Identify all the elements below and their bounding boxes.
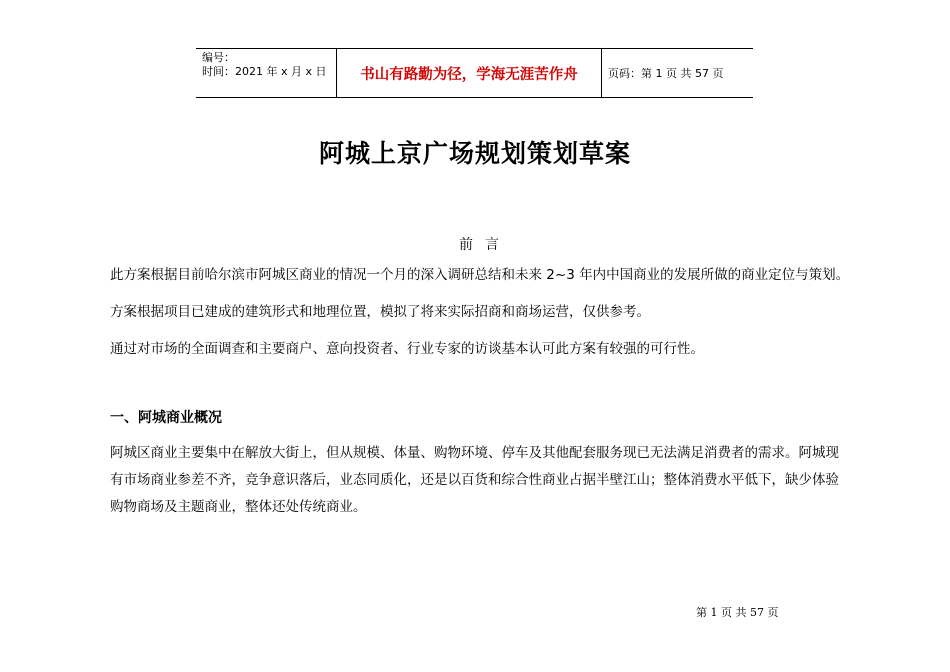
header-page-label: 页码：第 1 页 共 57 页	[608, 67, 724, 80]
header-meta-cell	[196, 49, 337, 97]
section-body-paragraph: 阿城区商业主要集中在解放大街上，但从规模、体量、购物环境、停车及其他配套服务现已无法满足消费者的需求。阿城现有市场商业参差不齐，竞争意识落后，业态同质化，还是以百货和综合性商业占据半壁江山；整体消费水平低下，缺少体验购物商场及主题商业，整体还处传统商业。	[110, 445, 839, 515]
preface-paragraph-3: 通过对市场的全面调查和主要商户、意向投资者、行业专家的访谈基本认可此方案有较强的可行性。	[110, 341, 704, 357]
preface-heading: 前言	[459, 237, 511, 253]
page-footer: 第 1 页 共 57 页	[696, 606, 779, 619]
document-header	[196, 48, 753, 98]
document-number-label: 编号：	[202, 51, 235, 64]
preface-paragraph-1: 此方案根据目前哈尔滨市阿城区商业的情况一个月的深入调研总结和未来 2~3 年内中国商业的发展所做的商业定位与策划。	[110, 267, 850, 283]
section-heading: 一、阿城商业概况	[110, 410, 222, 426]
document-title: 阿城上京广场规划策划草案	[318, 139, 631, 168]
document-time-label: 时间：2021 年 x 月 x 日	[202, 65, 327, 78]
header-motto: 书山有路勤为径，学海无涯苦作舟	[337, 49, 602, 97]
preface-paragraph-2: 方案根据项目已建成的建筑形式和地理位置，模拟了将来实际招商和商场运营，仅供参考。	[110, 304, 650, 320]
